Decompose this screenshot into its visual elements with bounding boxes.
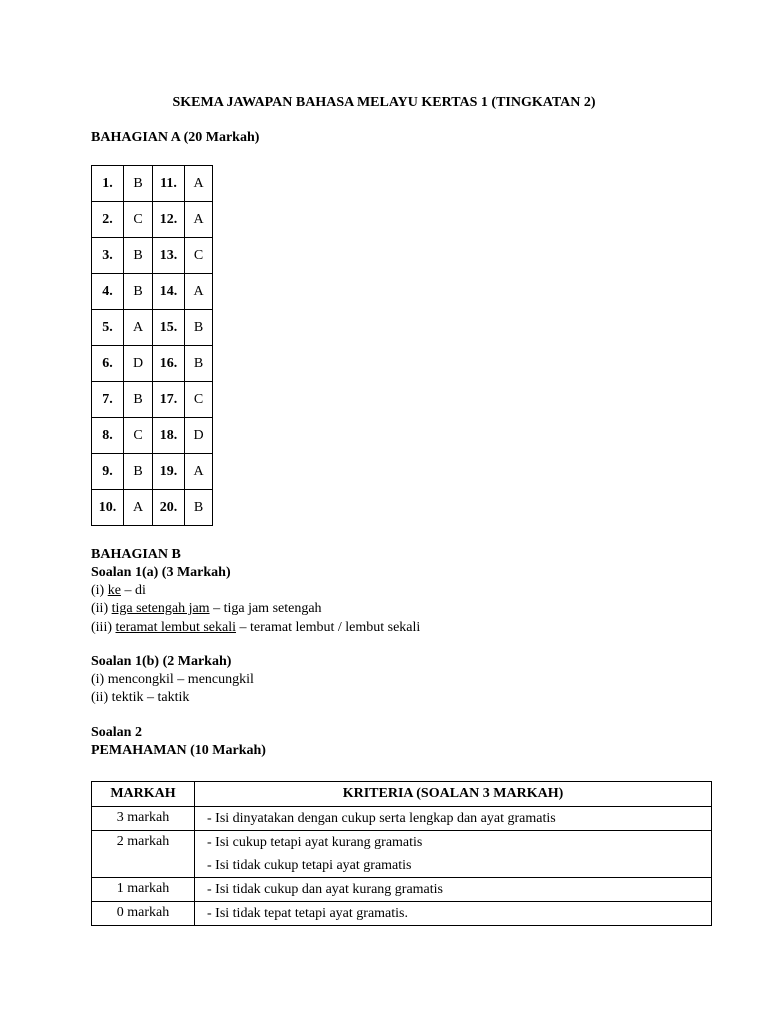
answer-cell: B [185,346,213,382]
question-number: 15. [153,310,185,346]
section-b-heading: BAHAGIAN B [91,547,181,562]
rubric-row [92,807,712,831]
answer-cell: B [124,166,153,202]
question-number: 10. [92,490,124,526]
rubric-row [92,831,712,878]
item-prefix: (i) [91,583,108,598]
q1a-heading: Soalan 1(a) (3 Markah) [91,565,231,580]
table-row [92,418,213,454]
answer-cell: B [124,382,153,418]
table-row [92,238,213,274]
answer-cell: B [124,238,153,274]
q1a-item [91,583,146,599]
rubric-table [91,781,712,926]
table-row [92,382,213,418]
question-number: 3. [92,238,124,274]
criteria-cell [195,902,712,926]
criteria-line: - Isi dinyatakan dengan cukup serta lengkap dan ayat gramatis [207,811,556,826]
question-number: 7. [92,382,124,418]
answer-cell: C [124,202,153,238]
question-number: 6. [92,346,124,382]
answer-cell: A [185,166,213,202]
item-prefix: (ii) [91,601,112,616]
markah-cell: 2 markah [92,831,195,878]
q1b-item: (ii) tektik – taktik [91,690,190,705]
question-number: 17. [153,382,185,418]
criteria-line: - Isi cukup tetapi ayat kurang gramatis [207,835,423,850]
correction: – teramat lembut / lembut sekali [236,620,421,635]
table-row [92,490,213,526]
question-number: 11. [153,166,185,202]
answer-cell: A [185,274,213,310]
criteria-line: - Isi tidak cukup tetapi ayat gramatis [207,858,412,873]
table-row [92,202,213,238]
markah-cell: 1 markah [92,878,195,902]
error-word: ke [107,583,121,598]
answer-cell: A [124,490,153,526]
q1a-item [91,620,420,636]
question-number: 20. [153,490,185,526]
criteria-cell [195,878,712,902]
question-number: 8. [92,418,124,454]
answer-cell: A [185,454,213,490]
criteria-cell [195,831,712,878]
markah-cell: 0 markah [92,902,195,926]
table-row [92,274,213,310]
col-kriteria-header: KRITERIA (SOALAN 3 MARKAH) [195,782,712,807]
question-number: 12. [153,202,185,238]
markah-cell: 3 markah [92,807,195,831]
answer-cell: B [124,274,153,310]
answer-cell: B [185,490,213,526]
answer-table [91,165,213,526]
q1a-item [91,601,322,617]
criteria-line: - Isi tidak cukup dan ayat kurang gramatis [207,882,443,897]
question-number: 16. [153,346,185,382]
error-word: tiga setengah jam [111,601,210,616]
question-number: 9. [92,454,124,490]
q1b-heading: Soalan 1(b) (2 Markah) [91,654,232,669]
error-word: teramat lembut sekali [115,620,237,635]
question-number: 4. [92,274,124,310]
rubric-row [92,878,712,902]
question-number: 14. [153,274,185,310]
q1b-item: (i) mencongkil – mencungkil [91,672,254,687]
table-row [92,310,213,346]
answer-cell: D [185,418,213,454]
document-title: SKEMA JAWAPAN BAHASA MELAYU KERTAS 1 (TINGKATAN 2) [172,95,596,110]
table-row [92,346,213,382]
question-number: 5. [92,310,124,346]
answer-cell: B [124,454,153,490]
answer-cell: C [185,382,213,418]
correction: – di [120,583,146,598]
answer-cell: D [124,346,153,382]
correction: – tiga jam setengah [209,601,322,616]
answer-cell: C [124,418,153,454]
item-prefix: (iii) [91,620,116,635]
criteria-line: - Isi tidak tepat tetapi ayat gramatis. [207,906,408,921]
answer-cell: B [185,310,213,346]
question-number: 19. [153,454,185,490]
question-number: 2. [92,202,124,238]
answer-cell: C [185,238,213,274]
col-markah-header: MARKAH [92,782,195,807]
question-number: 1. [92,166,124,202]
answer-cell: A [124,310,153,346]
question-number: 13. [153,238,185,274]
table-row [92,454,213,490]
table-row [92,166,213,202]
q2-subheading: PEMAHAMAN (10 Markah) [91,743,266,758]
answer-cell: A [185,202,213,238]
section-a-heading: BAHAGIAN A (20 Markah) [91,130,260,145]
question-number: 18. [153,418,185,454]
q2-heading: Soalan 2 [91,725,142,740]
criteria-cell [195,807,712,831]
rubric-row [92,902,712,926]
